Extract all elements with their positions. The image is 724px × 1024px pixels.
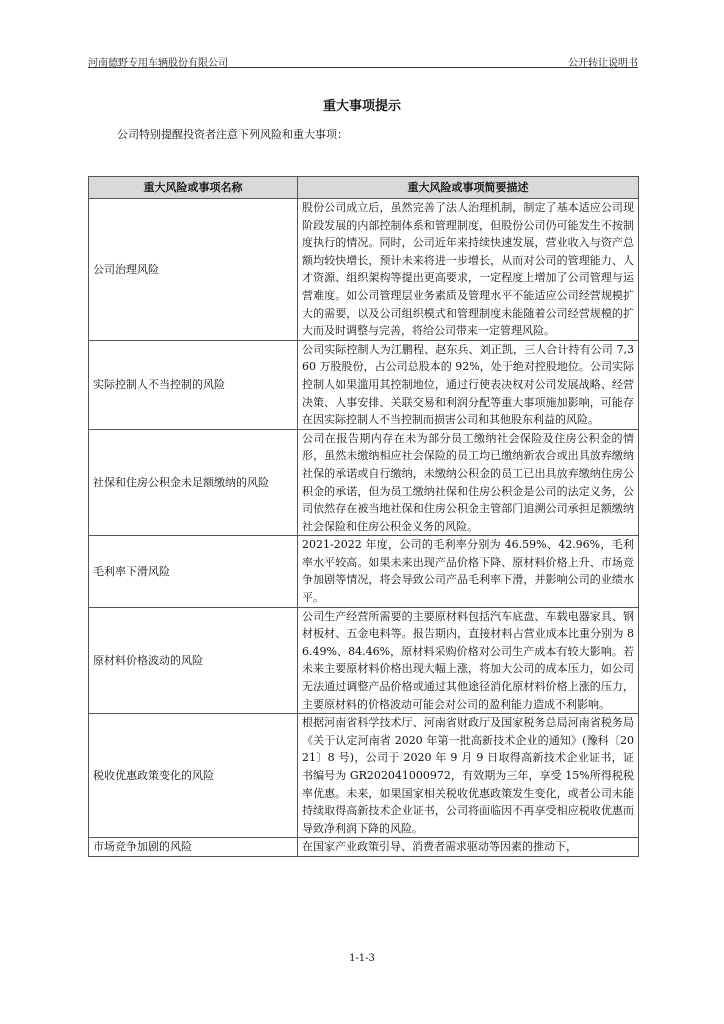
risk-description-cell: 2021-2022 年度，公司的毛利率分别为 46.59%、42.96%，毛利率水平较高。如果未来出现产品价格下降、原材料价格上升、市场竞争加剧等情况，将会导致公司产品毛利率下滑，并影响公司的业绩水平。	[298, 536, 639, 607]
table-header-row	[89, 177, 639, 199]
risk-description-cell: 在国家产业政策引导、消费者需求驱动等因素的推动下，	[298, 838, 639, 857]
table-row	[89, 838, 639, 857]
table-row	[89, 714, 639, 838]
risk-table	[88, 176, 639, 857]
table-row	[89, 429, 639, 536]
header-company-name: 河南德野专用车辆股份有限公司	[88, 58, 228, 69]
risk-name-cell: 市场竞争加剧的风险	[89, 838, 298, 857]
risk-description-cell: 股份公司成立后，虽然完善了法人治理机制，制定了基本适应公司现阶段发展的内部控制体系和管理制度，但股份公司仍可能发生不按制度执行的情况。同时，公司近年来持续快速发展，营业收入与资产总额均较快增长，预计未来将进一步增长，从而对公司的管理能力、人才资源、组织架构等提出更高要求，一定程度上增加了公司管理与运营难度。如公司管理层业务素质及管理水平不能适应公司经营规模扩大的需要，以及公司组织模式和管理制度未能随着公司经营规模的扩大而及时调整与完善，将给公司带来一定管理风险。	[298, 199, 639, 341]
risk-name-cell: 税收优惠政策变化的风险	[89, 714, 298, 838]
column-header-risk-description: 重大风险或事项简要描述	[298, 177, 639, 199]
risk-name-cell: 公司治理风险	[89, 199, 298, 341]
risk-name-cell: 毛利率下滑风险	[89, 536, 298, 607]
risk-name-cell: 原材料价格波动的风险	[89, 607, 298, 714]
risk-description-cell: 根据河南省科学技术厅、河南省财政厅及国家税务总局河南省税务局《关于认定河南省 2020 年第一批高新技术企业的通知》(豫科〔2021〕8 号)，公司于 2020 年 9 月 9 日取得高新技术企业证书，证书编号为 GR202041000972，有效期为三年，享受 15%所得税税率优惠。未来，如果国家相关税收优惠政策发生变化，或者公司未能持续取得高新技术企业证书，公司将面临因不再享受相应税收优惠而导致净利润下降的风险。	[298, 714, 639, 838]
risk-name-cell: 社保和住房公积金未足额缴纳的风险	[89, 429, 298, 536]
table-row	[89, 536, 639, 607]
column-header-risk-name: 重大风险或事项名称	[89, 177, 298, 199]
header-document-type: 公开转让说明书	[568, 58, 638, 69]
intro-paragraph: 公司特别提醒投资者注意下列风险和重大事项：	[117, 128, 348, 141]
section-title: 重大事项提示	[322, 99, 401, 114]
risk-description-cell: 公司实际控制人为江鹏程、赵东兵、刘正凯，三人合计持有公司 7,360 万股股份，占公司总股本的 92%，处于绝对控股地位。公司实际控制人如果滥用其控制地位，通过行使表决权对公司发展战略、经营决策、人事安排、关联交易和利润分配等重大事项施加影响，可能存在因实际控制人不当控制而损害公司和其他股东利益的风险。	[298, 340, 639, 429]
page-number: 1-1-3	[349, 953, 375, 964]
header-divider	[88, 67, 638, 68]
risk-description-cell: 公司生产经营所需要的主要原材料包括汽车底盘、车载电器家具、钢材板材、五金电料等。报告期内，直接材料占营业成本比重分别为 86.49%、84.46%，原材料采购价格对公司生产成本有较大影响。若未来主要原材料价格出现大幅上涨，将加大公司的成本压力，如公司无法通过调整产品价格或通过其他途径消化原材料价格上涨的压力，主要原材料的价格波动可能会对公司的盈利能力造成不利影响。	[298, 607, 639, 714]
risk-description-cell: 公司在报告期内存在未为部分员工缴纳社会保险及住房公积金的情形，虽然未缴纳相应社会保险的员工均已缴纳新农合或出具放弃缴纳社保的承诺或自行缴纳，未缴纳公积金的员工已出具放弃缴纳住房公积金的承诺，但为员工缴纳社保和住房公积金是公司的法定义务，公司依然存在被当地社保和住房公积金主管部门追溯公司承担足额缴纳社会保险和住房公积金义务的风险。	[298, 429, 639, 536]
table-row	[89, 199, 639, 341]
table-row	[89, 340, 639, 429]
table-row	[89, 607, 639, 714]
risk-name-cell: 实际控制人不当控制的风险	[89, 340, 298, 429]
